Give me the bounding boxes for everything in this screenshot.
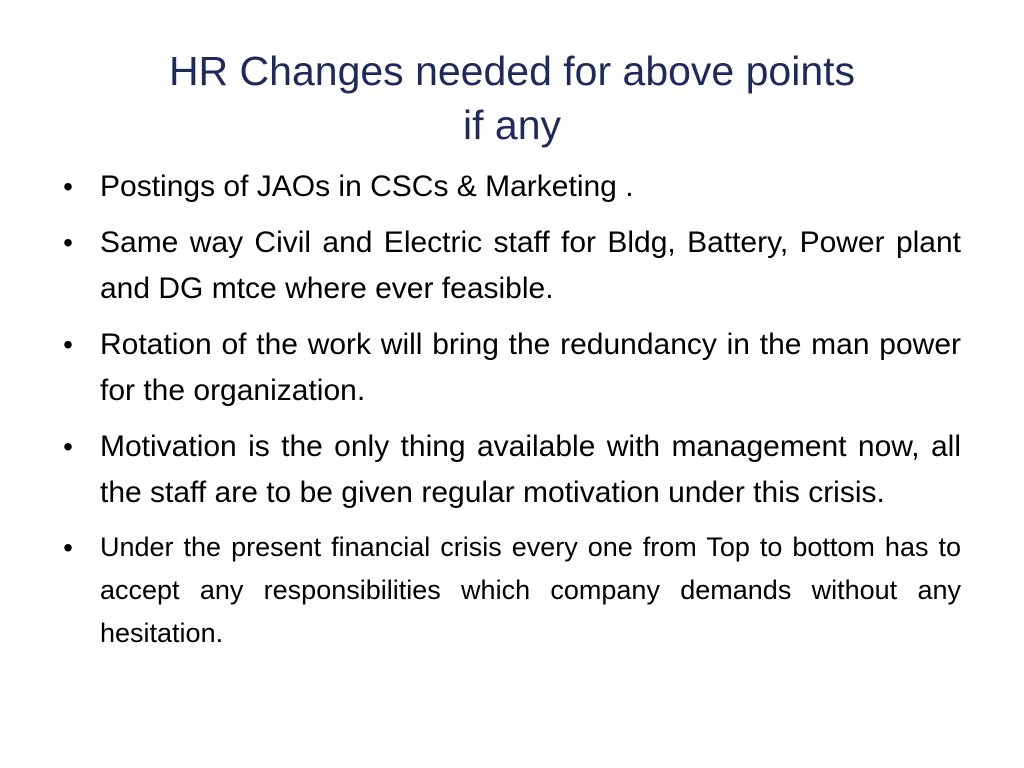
slide-title-line-1: HR Changes needed for above points bbox=[168, 48, 856, 94]
bullet-dot-icon: • bbox=[63, 431, 73, 462]
bullet-dot-icon: • bbox=[63, 227, 73, 258]
bullet-item bbox=[58, 220, 961, 312]
bullet-dot-icon: • bbox=[63, 329, 73, 360]
slide-title bbox=[80, 44, 944, 152]
bullet-text: Same way Civil and Electric staff for Bldg, Battery, Power plant and DG mtce where ever feasible. bbox=[100, 226, 961, 305]
bullet-list bbox=[58, 164, 961, 665]
bullet-text: Motivation is the only thing available with management now, all the staff are to be given regular motivation under this crisis. bbox=[100, 430, 961, 509]
bullet-item bbox=[58, 526, 961, 655]
bullet-dot-icon: • bbox=[63, 532, 73, 563]
bullet-text: Rotation of the work will bring the redundancy in the man power for the organization. bbox=[100, 328, 961, 407]
bullet-item bbox=[58, 424, 961, 516]
bullet-text: Postings of JAOs in CSCs & Marketing . bbox=[100, 170, 634, 203]
bullet-dot-icon: • bbox=[63, 171, 73, 202]
bullet-item bbox=[58, 322, 961, 414]
bullet-text: Under the present financial crisis every one from Top to bottom has to accept any responsibilities which company demands without any hesitation. bbox=[100, 532, 961, 648]
bullet-item bbox=[58, 164, 961, 210]
slide-title-line-2: if any bbox=[463, 102, 561, 148]
